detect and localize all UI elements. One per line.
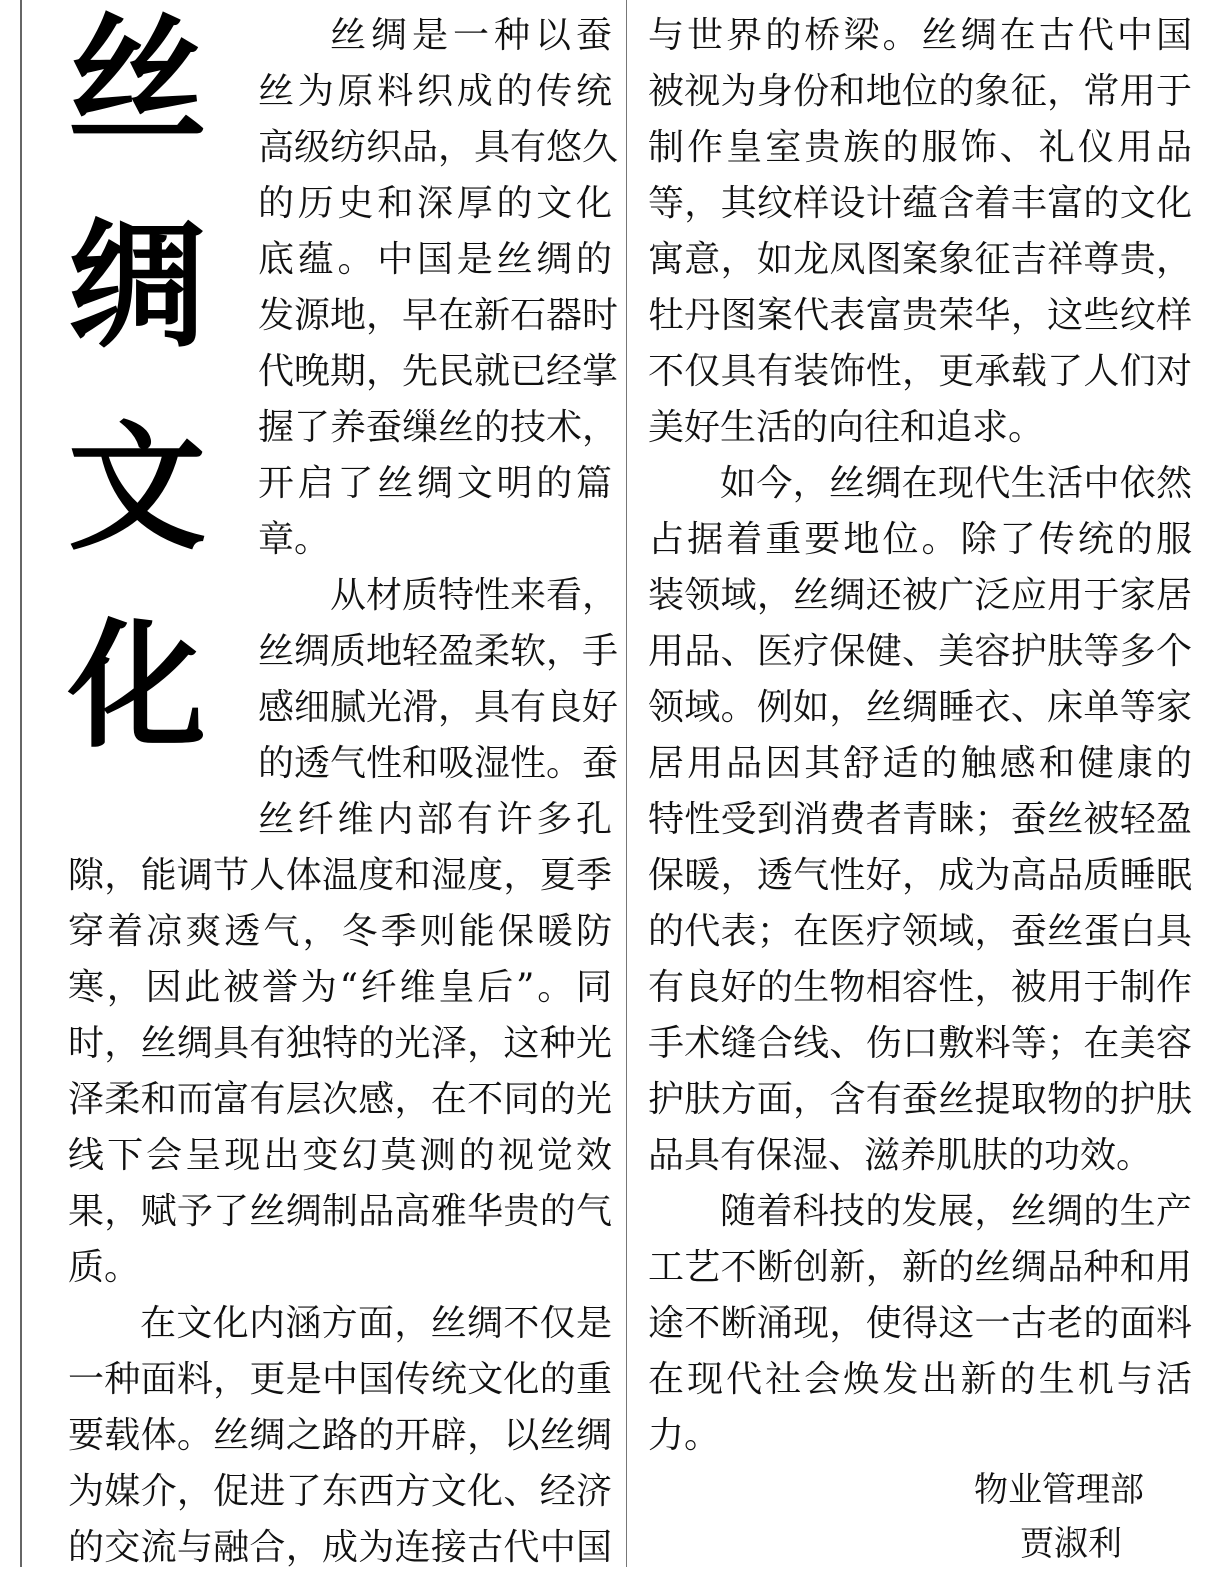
body-line: 穿着凉爽透气，冬季则能保暖防: [68, 911, 612, 952]
body-line: 果，赋予了丝绸制品高雅华贵的气: [68, 1191, 612, 1232]
body-line: 保暖，透气性好，成为高品质睡眠: [648, 855, 1192, 896]
body-line: 在现代社会焕发出新的生机与活: [648, 1359, 1192, 1400]
title-char: 绸: [67, 206, 206, 367]
body-line: 章。: [258, 519, 331, 560]
body-line: 丝为原料织成的传统: [258, 71, 612, 112]
body-line: 的代表；在医疗领域，蚕丝蛋白具: [648, 911, 1192, 952]
body-line: 丝绸是一种以蚕: [330, 15, 612, 56]
body-line: 美好生活的向往和追求。: [648, 407, 1045, 448]
body-line: 的透气性和吸湿性。蚕: [258, 743, 619, 784]
body-line: 泽柔和而富有层次感，在不同的光: [68, 1079, 612, 1120]
body-line: 从材质特性来看，: [330, 575, 619, 616]
body-line: 领域。例如，丝绸睡衣、床单等家: [648, 687, 1192, 728]
body-line: 制作皇室贵族的服饰、礼仪用品: [648, 127, 1192, 168]
body-line: 装领域，丝绸还被广泛应用于家居: [648, 575, 1192, 616]
body-line: 一种面料，更是中国传统文化的重: [68, 1359, 612, 1400]
body-line: 时，丝绸具有独特的光泽，这种光: [68, 1023, 612, 1064]
body-line: 隙，能调节人体温度和湿度，夏季: [68, 855, 612, 896]
body-line: 牡丹图案代表富贵荣华，这些纹样: [648, 295, 1192, 336]
body-line: 丝纤维内部有许多孔: [258, 799, 612, 840]
body-line: 的历史和深厚的文化: [258, 183, 612, 224]
title-char: 文: [67, 408, 206, 569]
body-line: 握了养蚕缫丝的技术，: [258, 407, 619, 448]
body-line: 寓意，如龙凤图案象征吉祥尊贵，: [648, 239, 1192, 280]
body-line: 如今，丝绸在现代生活中依然: [720, 463, 1192, 504]
body-line: 工艺不断创新，新的丝绸品种和用: [648, 1247, 1192, 1288]
body-line: 在文化内涵方面，丝绸不仅是: [140, 1303, 612, 1344]
body-line: 代晚期，先民就已经掌: [258, 351, 619, 392]
title-char: 化: [67, 606, 206, 767]
body-line: 发源地，早在新石器时: [258, 295, 619, 336]
body-line: 要载体。丝绸之路的开辟，以丝绸: [68, 1415, 612, 1456]
body-line: 与世界的桥梁。丝绸在古代中国: [648, 15, 1192, 56]
body-line: 寒，因此被誉为“纤维皇后”。同: [68, 967, 612, 1008]
body-line: 高级纺织品，具有悠久: [258, 127, 619, 168]
body-line: 力。: [648, 1415, 721, 1456]
body-line: 底蕴。中国是丝绸的: [258, 239, 612, 280]
body-line: 占据着重要地位。除了传统的服: [648, 519, 1192, 560]
body-line: 护肤方面，含有蚕丝提取物的护肤: [648, 1079, 1192, 1120]
body-line: 丝绸质地轻盈柔软，手: [258, 631, 619, 672]
body-line: 用品、医疗保健、美容护肤等多个: [648, 631, 1192, 672]
body-line: 有良好的生物相容性，被用于制作: [648, 967, 1192, 1008]
body-line: 特性受到消费者青睐；蚕丝被轻盈: [648, 799, 1192, 840]
body-line: 开启了丝绸文明的篇: [258, 463, 612, 504]
signature-author: 贾淑利: [1020, 1524, 1122, 1564]
body-line: 被视为身份和地位的象征，常用于: [648, 71, 1192, 112]
body-line: 感细腻光滑，具有良好: [258, 687, 619, 728]
body-line: 随着科技的发展，丝绸的生产: [720, 1191, 1192, 1232]
body-line: 不仅具有装饰性，更承载了人们对: [648, 351, 1192, 392]
body-line: 途不断涌现，使得这一古老的面料: [648, 1303, 1192, 1344]
body-line: 等，其纹样设计蕴含着丰富的文化: [648, 183, 1192, 224]
body-line: 质。: [68, 1247, 141, 1288]
body-line: 品具有保湿、滋养肌肤的功效。: [648, 1135, 1153, 1176]
title-char: 丝: [67, 0, 206, 161]
left-margin-rule: [20, 0, 22, 1567]
body-line: 为媒介，促进了东西方文化、经济: [68, 1471, 612, 1512]
column-divider: [626, 0, 627, 1567]
body-line: 的交流与融合，成为连接古代中国: [68, 1527, 612, 1568]
body-line: 手术缝合线、伤口敷料等；在美容: [648, 1023, 1192, 1064]
signature-department: 物业管理部: [974, 1470, 1144, 1510]
body-line: 居用品因其舒适的触感和健康的: [648, 743, 1192, 784]
body-line: 线下会呈现出变幻莫测的视觉效: [68, 1135, 612, 1176]
